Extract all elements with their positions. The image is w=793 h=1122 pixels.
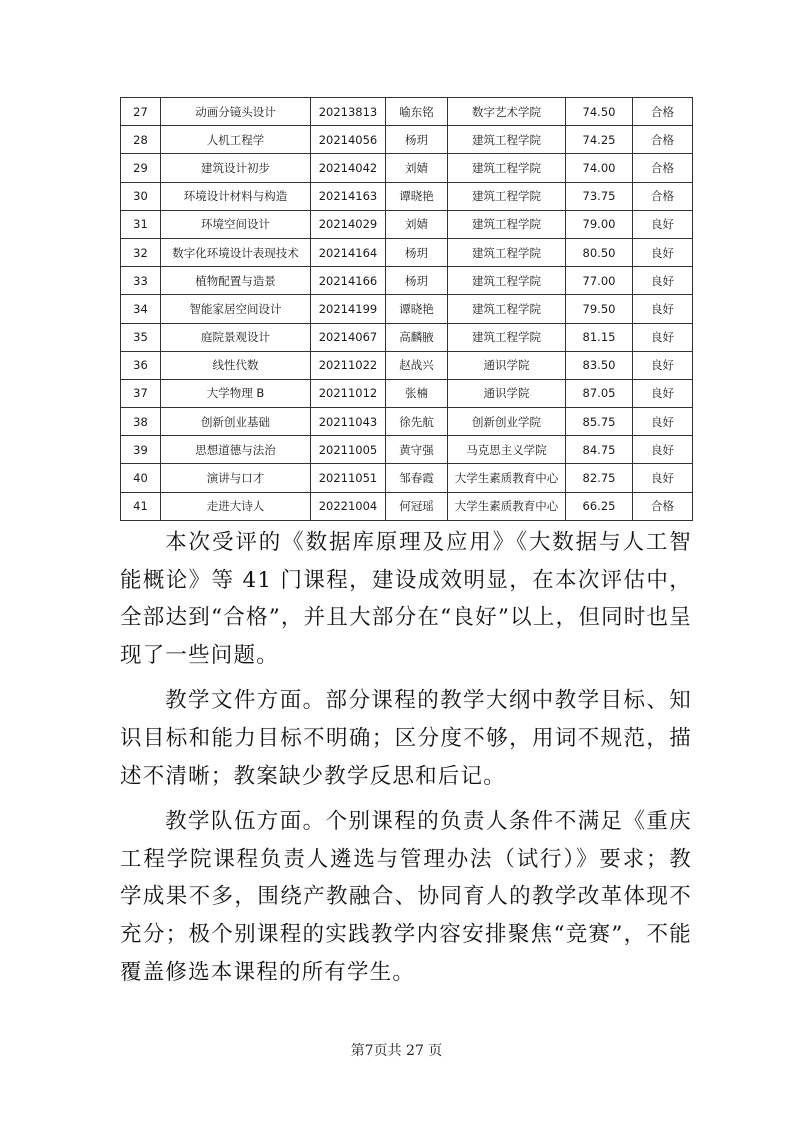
row-number-cell: 35 bbox=[121, 323, 161, 351]
course-name-cell: 智能家居空间设计 bbox=[161, 295, 311, 323]
row-number-cell: 33 bbox=[121, 267, 161, 295]
course-evaluation-table bbox=[120, 97, 693, 521]
table-row bbox=[121, 323, 693, 351]
score-cell: 85.75 bbox=[566, 408, 633, 436]
instructor-cell: 喻东铭 bbox=[386, 98, 448, 126]
table-row bbox=[121, 408, 693, 436]
instructor-cell: 何冠瑶 bbox=[386, 492, 448, 520]
course-code-cell: 20214042 bbox=[311, 154, 386, 182]
course-code-cell: 20211043 bbox=[311, 408, 386, 436]
table-row bbox=[121, 267, 693, 295]
course-name-cell: 思想道德与法治 bbox=[161, 436, 311, 464]
grade-cell: 合格 bbox=[633, 154, 693, 182]
course-name-cell: 走进大诗人 bbox=[161, 492, 311, 520]
course-code-cell: 20214163 bbox=[311, 182, 386, 210]
grade-cell: 合格 bbox=[633, 492, 693, 520]
instructor-cell: 徐先航 bbox=[386, 408, 448, 436]
score-cell: 81.15 bbox=[566, 323, 633, 351]
course-name-cell: 创新创业基础 bbox=[161, 408, 311, 436]
table-body bbox=[121, 98, 693, 521]
instructor-cell: 谭晓艳 bbox=[386, 182, 448, 210]
college-cell: 大学生素质教育中心 bbox=[448, 464, 566, 492]
course-name-cell: 动画分镜头设计 bbox=[161, 98, 311, 126]
college-cell: 数字艺术学院 bbox=[448, 98, 566, 126]
row-number-cell: 34 bbox=[121, 295, 161, 323]
paragraph-teaching-documents: 教学文件方面。部分课程的教学大纲中教学目标、知识目标和能力目标不明确；区分度不够，用词不规范，描述不清晰；教案缺少教学反思和后记。 bbox=[120, 688, 692, 789]
grade-cell: 良好 bbox=[633, 464, 693, 492]
instructor-cell: 刘婧 bbox=[386, 210, 448, 238]
course-code-cell: 20214067 bbox=[311, 323, 386, 351]
instructor-cell: 黄守强 bbox=[386, 436, 448, 464]
college-cell: 建筑工程学院 bbox=[448, 323, 566, 351]
row-number-cell: 39 bbox=[121, 436, 161, 464]
grade-cell: 良好 bbox=[633, 379, 693, 407]
row-number-cell: 37 bbox=[121, 379, 161, 407]
grade-cell: 良好 bbox=[633, 295, 693, 323]
table-row bbox=[121, 126, 693, 154]
course-code-cell: 20213813 bbox=[311, 98, 386, 126]
instructor-cell: 赵战兴 bbox=[386, 351, 448, 379]
table-row bbox=[121, 436, 693, 464]
course-code-cell: 20211051 bbox=[311, 464, 386, 492]
college-cell: 建筑工程学院 bbox=[448, 238, 566, 266]
row-number-cell: 27 bbox=[121, 98, 161, 126]
course-name-cell: 庭院景观设计 bbox=[161, 323, 311, 351]
instructor-cell: 杨玥 bbox=[386, 267, 448, 295]
score-cell: 74.50 bbox=[566, 98, 633, 126]
college-cell: 建筑工程学院 bbox=[448, 267, 566, 295]
table-row bbox=[121, 154, 693, 182]
course-code-cell: 20211022 bbox=[311, 351, 386, 379]
course-code-cell: 20211005 bbox=[311, 436, 386, 464]
table-row bbox=[121, 379, 693, 407]
grade-cell: 良好 bbox=[633, 238, 693, 266]
course-name-cell: 植物配置与造景 bbox=[161, 267, 311, 295]
course-name-cell: 建筑设计初步 bbox=[161, 154, 311, 182]
row-number-cell: 32 bbox=[121, 238, 161, 266]
paragraph-summary: 本次受评的《数据库原理及应用》《大数据与人工智能概论》等 41 门课程，建设成效明显，在本次评估中，全部达到“合格”，并且大部分在“良好”以上，但同时也呈现了一些问题。 bbox=[120, 530, 692, 668]
college-cell: 通识学院 bbox=[448, 351, 566, 379]
course-code-cell: 20214199 bbox=[311, 295, 386, 323]
page-footer: 第7页共 27 页 bbox=[350, 1043, 443, 1059]
instructor-cell: 杨玥 bbox=[386, 238, 448, 266]
grade-cell: 良好 bbox=[633, 408, 693, 436]
score-cell: 84.75 bbox=[566, 436, 633, 464]
score-cell: 77.00 bbox=[566, 267, 633, 295]
instructor-cell: 谭晓艳 bbox=[386, 295, 448, 323]
instructor-cell: 邹春霞 bbox=[386, 464, 448, 492]
score-cell: 74.25 bbox=[566, 126, 633, 154]
row-number-cell: 31 bbox=[121, 210, 161, 238]
instructor-cell: 高麟腋 bbox=[386, 323, 448, 351]
instructor-cell: 张楠 bbox=[386, 379, 448, 407]
row-number-cell: 41 bbox=[121, 492, 161, 520]
score-cell: 80.50 bbox=[566, 238, 633, 266]
grade-cell: 良好 bbox=[633, 436, 693, 464]
course-name-cell: 人机工程学 bbox=[161, 126, 311, 154]
table-row bbox=[121, 295, 693, 323]
college-cell: 大学生素质教育中心 bbox=[448, 492, 566, 520]
row-number-cell: 28 bbox=[121, 126, 161, 154]
paragraph-teaching-team: 教学队伍方面。个别课程的负责人条件不满足《重庆工程学院课程负责人遴选与管理办法（试行）》要求；教学成果不多，围绕产教融合、协同育人的教学改革体现不充分；极个别课程的实践教学内容安排聚焦“竞赛”，不能覆盖修选本课程的所有学生。 bbox=[120, 809, 692, 985]
course-code-cell: 20214029 bbox=[311, 210, 386, 238]
course-code-cell: 20214056 bbox=[311, 126, 386, 154]
row-number-cell: 36 bbox=[121, 351, 161, 379]
table-row bbox=[121, 351, 693, 379]
course-name-cell: 环境设计材料与构造 bbox=[161, 182, 311, 210]
score-cell: 79.50 bbox=[566, 295, 633, 323]
instructor-cell: 刘婧 bbox=[386, 154, 448, 182]
score-cell: 79.00 bbox=[566, 210, 633, 238]
score-cell: 82.75 bbox=[566, 464, 633, 492]
college-cell: 马克思主义学院 bbox=[448, 436, 566, 464]
grade-cell: 合格 bbox=[633, 182, 693, 210]
college-cell: 建筑工程学院 bbox=[448, 154, 566, 182]
college-cell: 通识学院 bbox=[448, 379, 566, 407]
table-row bbox=[121, 492, 693, 520]
score-cell: 74.00 bbox=[566, 154, 633, 182]
grade-cell: 合格 bbox=[633, 126, 693, 154]
table-row bbox=[121, 464, 693, 492]
instructor-cell: 杨玥 bbox=[386, 126, 448, 154]
body-text bbox=[120, 524, 692, 999]
course-code-cell: 20211012 bbox=[311, 379, 386, 407]
college-cell: 建筑工程学院 bbox=[448, 126, 566, 154]
table-row bbox=[121, 98, 693, 126]
college-cell: 建筑工程学院 bbox=[448, 295, 566, 323]
table-row bbox=[121, 210, 693, 238]
course-name-cell: 大学物理 B bbox=[161, 379, 311, 407]
grade-cell: 良好 bbox=[633, 210, 693, 238]
row-number-cell: 40 bbox=[121, 464, 161, 492]
course-name-cell: 数字化环境设计表现技术 bbox=[161, 238, 311, 266]
college-cell: 创新创业学院 bbox=[448, 408, 566, 436]
course-code-cell: 20214166 bbox=[311, 267, 386, 295]
grade-cell: 合格 bbox=[633, 98, 693, 126]
score-cell: 73.75 bbox=[566, 182, 633, 210]
score-cell: 83.50 bbox=[566, 351, 633, 379]
college-cell: 建筑工程学院 bbox=[448, 210, 566, 238]
table-row bbox=[121, 182, 693, 210]
course-code-cell: 20214164 bbox=[311, 238, 386, 266]
score-cell: 87.05 bbox=[566, 379, 633, 407]
college-cell: 建筑工程学院 bbox=[448, 182, 566, 210]
course-name-cell: 环境空间设计 bbox=[161, 210, 311, 238]
grade-cell: 良好 bbox=[633, 351, 693, 379]
course-name-cell: 线性代数 bbox=[161, 351, 311, 379]
course-name-cell: 演讲与口才 bbox=[161, 464, 311, 492]
grade-cell: 良好 bbox=[633, 323, 693, 351]
row-number-cell: 30 bbox=[121, 182, 161, 210]
score-cell: 66.25 bbox=[566, 492, 633, 520]
course-code-cell: 20221004 bbox=[311, 492, 386, 520]
row-number-cell: 38 bbox=[121, 408, 161, 436]
table-row bbox=[121, 238, 693, 266]
grade-cell: 良好 bbox=[633, 267, 693, 295]
row-number-cell: 29 bbox=[121, 154, 161, 182]
